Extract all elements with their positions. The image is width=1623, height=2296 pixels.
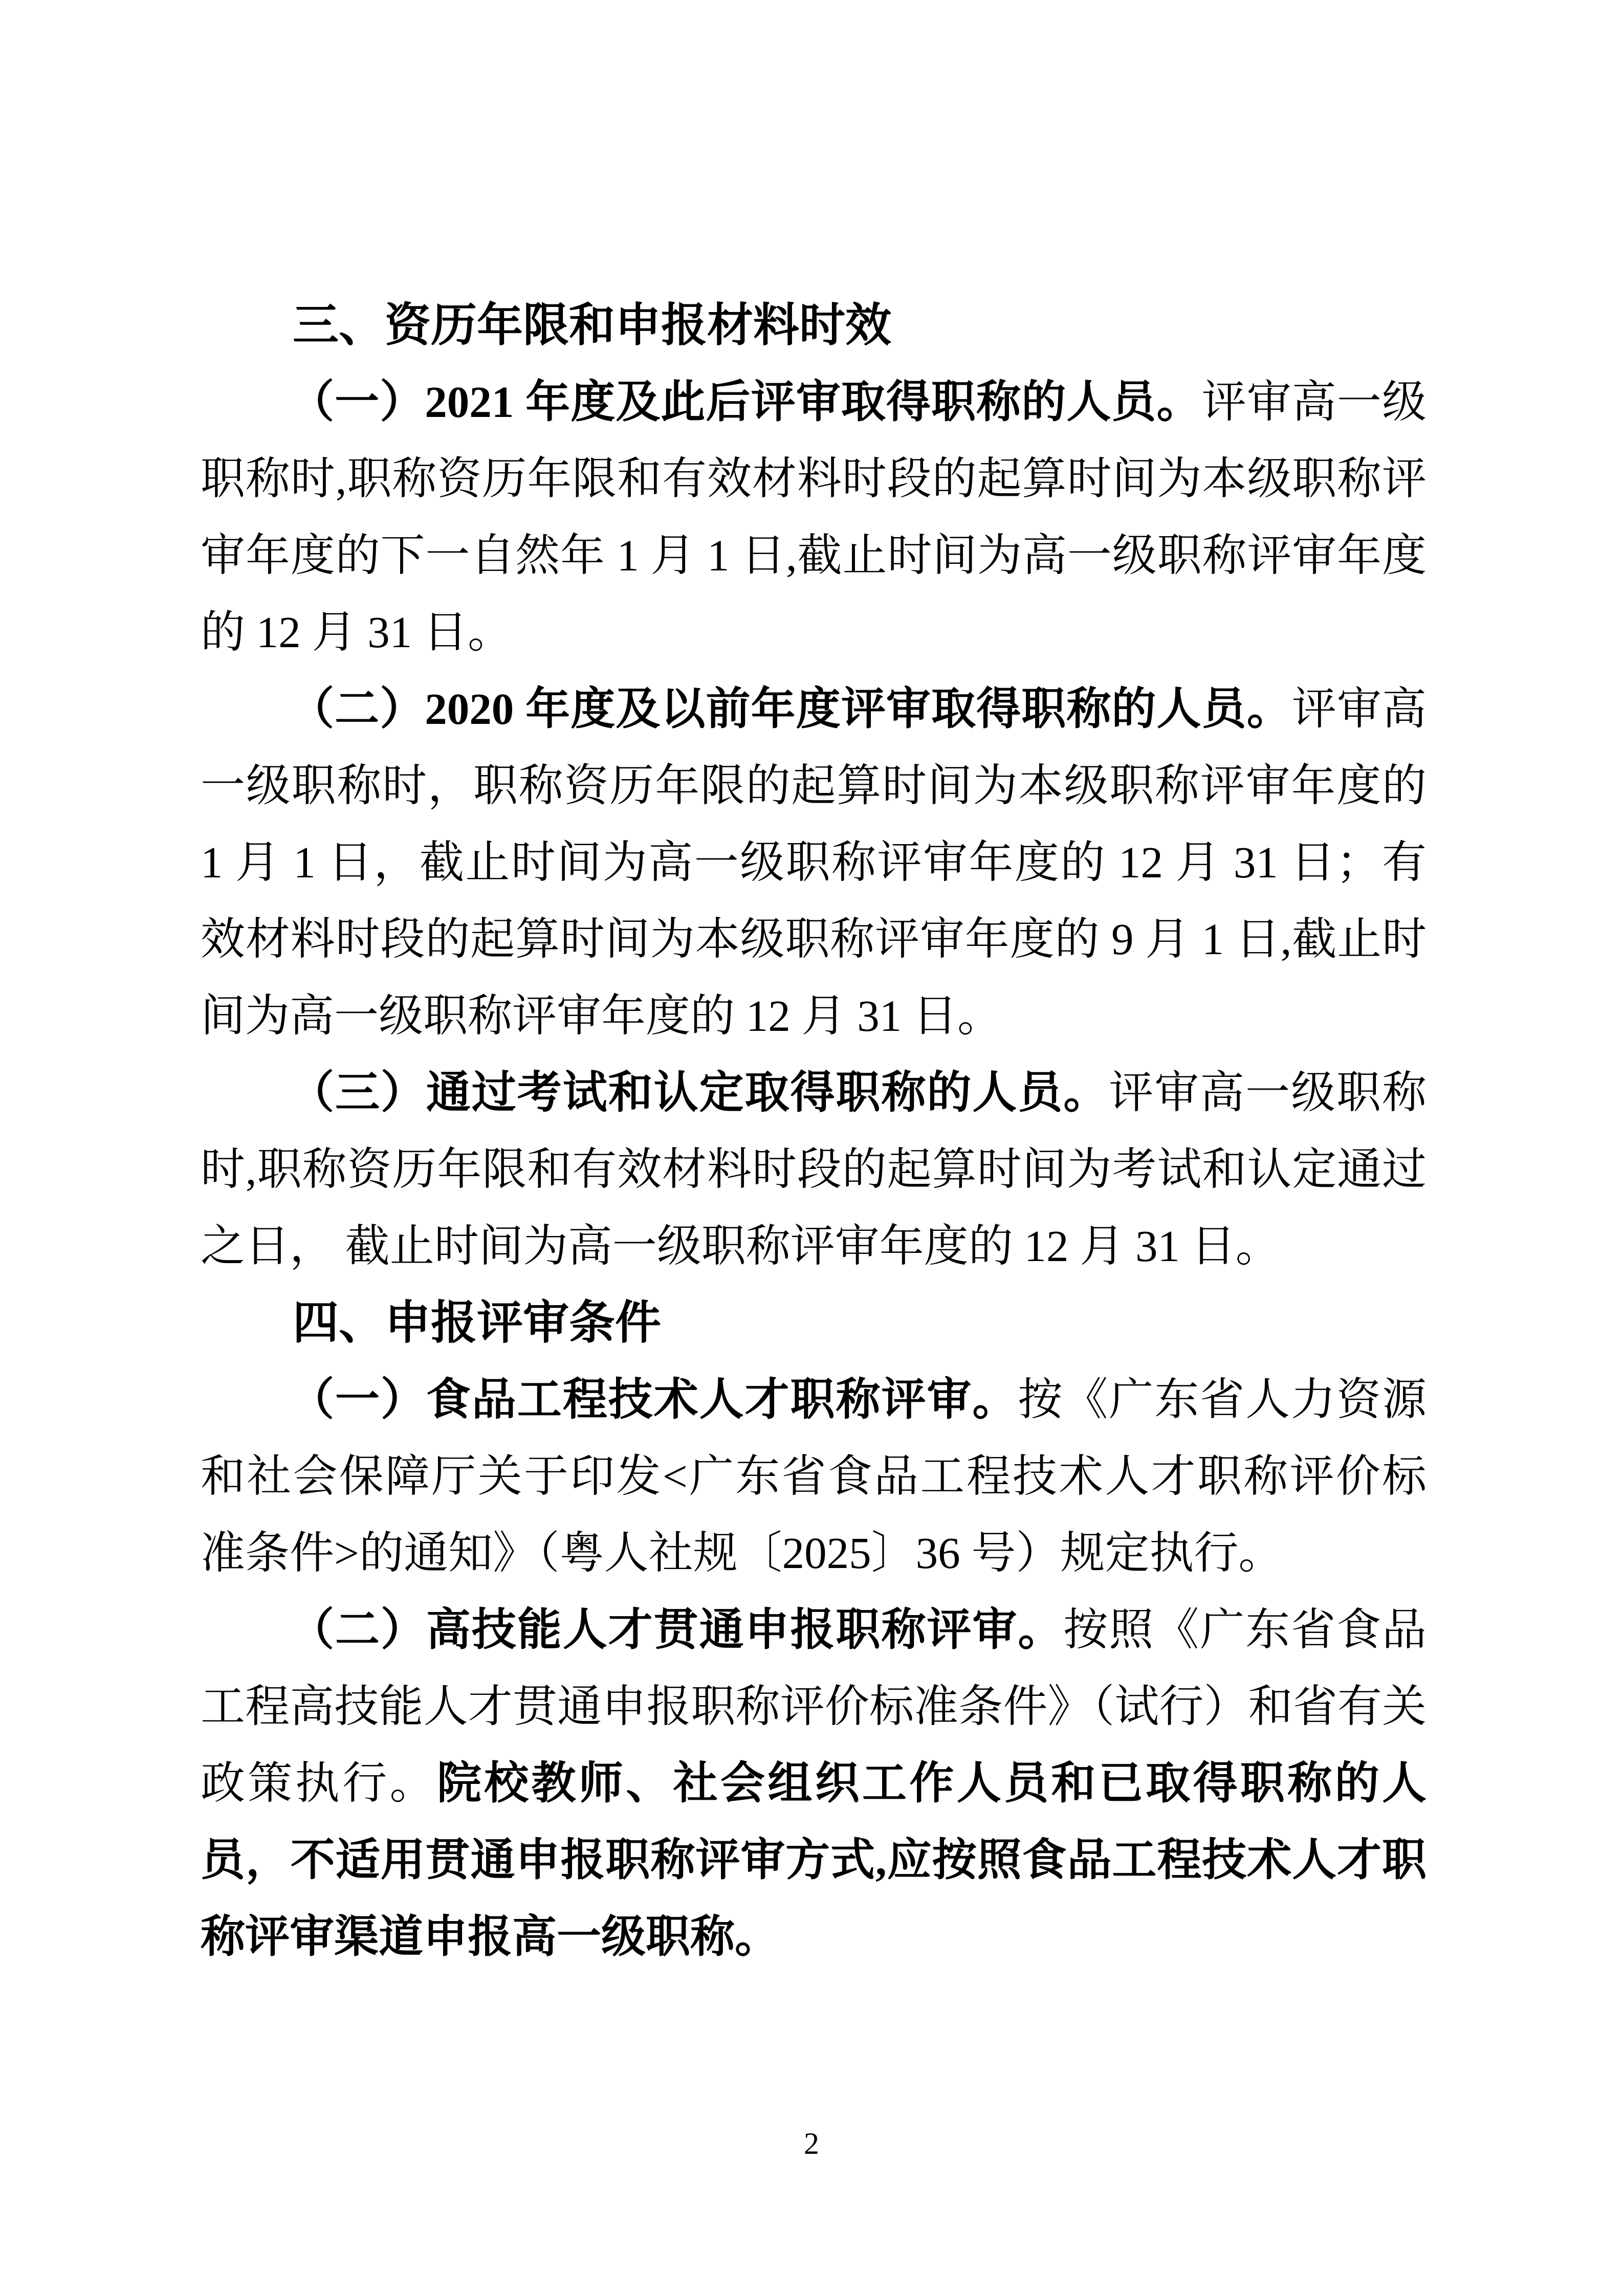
paragraph-qualification-2021 <box>201 364 1427 671</box>
section-heading-four: 四、申报评审条件 <box>293 1297 661 1349</box>
paragraph-body: 按《广东省人力资源和社会保障厅关于印发<广东省食品工程技术人才职称评价标准条件>的通知》（粤人社规〔2025〕36 号）规定执行。 <box>201 1375 1427 1578</box>
paragraph-lead: （一）食品工程技术人才职称评审。 <box>290 1375 1018 1424</box>
paragraph-lead: （二）2020 年度及以前年度评审取得职称的人员。 <box>290 684 1292 734</box>
paragraph-qualification-2020 <box>201 671 1427 1054</box>
paragraph-body: 评审高一级职称时,职称资历年限和有效材料时段的起算时间为考试和认定通过之日， 截止时间为高一级职称评审年度的 12 月 31 日。 <box>201 1068 1427 1271</box>
paragraph-body: 评审高一级职称时,职称资历年限和有效材料时段的起算时间为本级职称评审年度的下一自然年 1 月 1 日,截止时间为高一级职称评审年度的 12 月 31 日。 <box>201 377 1427 657</box>
document-body <box>201 287 1427 1975</box>
paragraph-body: 评审高一级职称时，职称资历年限的起算时间为本级职称评审年度的 1 月 1 日，截止时间为高一级职称评审年度的 12 月 31 日；有效材料时段的起算时间为本级职称评审年度的 9 月 1 日,截止时间为高一级职称评审年度的 12 月 31 日。 <box>201 684 1427 1041</box>
paragraph-food-engineering-review <box>201 1361 1427 1592</box>
paragraph-lead: （一）2021 年度及此后评审取得职称的人员。 <box>290 377 1202 427</box>
paragraph-skilled-talent-review <box>201 1592 1427 1975</box>
paragraph-body: 按照《广东省食品工程高技能人才贯通申报职称评价标准条件》（试行）和省有关政策执行。 <box>201 1605 1427 1808</box>
paragraph-exam-certified <box>201 1054 1427 1285</box>
page-number: 2 <box>804 2127 819 2160</box>
paragraph-lead: （三）通过考试和认定取得职称的人员。 <box>290 1068 1109 1117</box>
paragraph-lead: （二）高技能人才贯通申报职称评审。 <box>290 1605 1064 1654</box>
section-heading-three: 三、资历年限和申报材料时效 <box>293 300 891 351</box>
paragraph-bold-tail: 院校教师、社会组织工作人员和已取得职称的人员，不适用贯通申报职称评审方式,应按照食品工程技术人才职称评审渠道申报高一级职称。 <box>201 1758 1427 1961</box>
